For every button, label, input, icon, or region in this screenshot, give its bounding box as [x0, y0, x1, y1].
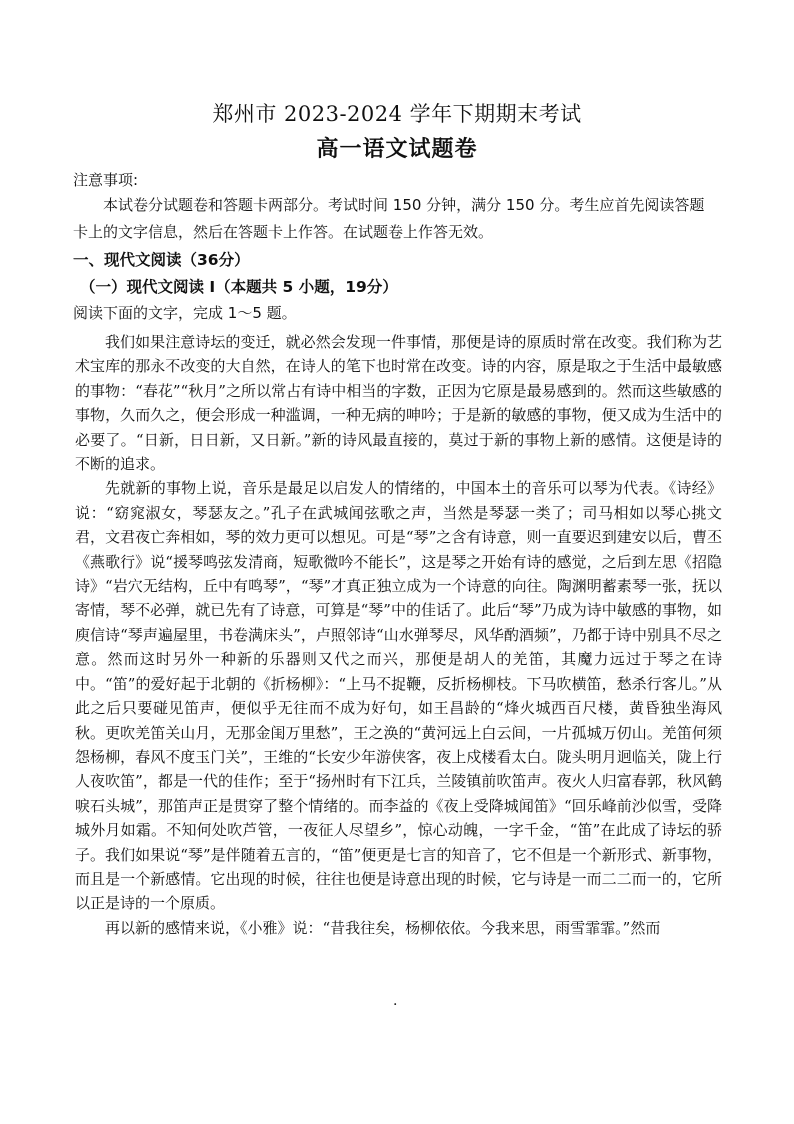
subsection-heading: （一）现代文阅读 I（本题共 5 小题，19分） [80, 278, 398, 296]
passage-paragraph-3: 再以新的感情来说，《小雅》说：“昔我往矣，杨柳依依。今我来思，雨雪霏霏。”然而 [105, 918, 661, 937]
section-heading: 一、现代文阅读（36分） [73, 251, 250, 269]
reading-instruction: 阅读下面的文字，完成 1～5 题。 [73, 304, 297, 322]
exam-title: 郑州市 2023-2024 学年下期期末考试 [212, 102, 582, 126]
notice-label: 注意事项: [73, 171, 139, 189]
passage-body [75, 330, 722, 940]
paper-title: 高一语文试题卷 [316, 136, 478, 162]
emphasis-dot: · [393, 997, 398, 1013]
notice-line-2: 卡上的文字信息，然后在答题卡上作答。在试题卷上作答无效。 [73, 223, 494, 241]
notice-line-1: 本试卷分试题卷和答题卡两部分。考试时间 150 分钟，满分 150 分。考生应首先阅读答题 [103, 196, 705, 214]
passage-paragraph-1: 我们如果注意诗坛的变迁，就必然会发现一件事情，那便是诗的原质时常在改变。我们称为艺术宝库的那永不改变的大自然，在诗人的笔下也时常在改变。诗的内容，原是取之于生活中最敏感的事物：“春花”“秋月”之所以常占有诗中相当的字数，正因为它原是最易感到的。然而这些敏感的事物，久而久之，便会形成一种滥调，一种无病的呻吟；于是新的敏感的事物，便又成为生活中的必要了。“日新，日日新，又日新。”新的诗风最直接的，莫过于新的事物上新的感情。这便是诗的不断的追求。 [75, 333, 722, 474]
passage-paragraph-2: 先就新的事物上说，音乐是最足以启发人的情绪的，中国本土的音乐可以琴为代表。《诗经》说：“窈窕淑女，琴瑟友之。”孔子在武城闻弦歌之声，当然是琴瑟一类了；司马相如以琴心挑文君，文君夜亡奔相如，琴的效力更可以想见。可是“琴”之含有诗意，则一直要迟到建安以后，曹丕《燕歌行》说“援琴鸣弦发清商，短歌微吟不能长”，这是琴之开始有诗的感觉，之后到左思《招隐诗》“岩穴无结构，丘中有鸣琴”，“琴”才真正独立成为一个诗意的向往。陶渊明蓄素琴一张，抚以寄情，琴不必弹，就已先有了诗意，可算是“琴”中的佳话了。此后“琴”乃成为诗中敏感的事物，如庾信诗“琴声遍屋里，书卷满床头”，卢照邻诗“山水弹琴尽，风华酌酒频”，乃都于诗中别具不尽之意。然而这时另外一种新的乐器则又代之而兴，那便是胡人的羌笛，其魔力远过于琴之在诗中。“笛”的爱好起于北朝的《折杨柳》：“上马不捉鞭，反折杨柳枝。下马吹横笛，愁杀行客儿。”从此之后只要碰见笛声，便似乎无往而不成为好句，如王昌龄的“烽火城西百尺楼，黄昏独坐海风秋。更吹羌笛关山月，无那金闺万里愁”，王之涣的“黄河远上白云间，一片孤城万仞山。羌笛何须怨杨柳，春风不度玉门关”，王维的“长安少年游侠客，夜上戍楼看太白。陇头明月迥临关，陇上行人夜吹笛”，都是一代的佳作；至于“扬州时有下江兵，兰陵镇前吹笛声。夜火人归富春郭，秋风鹤唳石头城”，那笛声正是贯穿了整个情绪的。而李益的《夜上受降城闻笛》“回乐峰前沙似雪，受降城外月如霜。不知何处吹芦管，一夜征人尽望乡”，惊心动魄，一字千金，“笛”在此成了诗坛的骄子。我们如果说“琴”是伴随着五言的，“笛”便更是七言的知音了，它不但是一个新形式、新事物，而且是一个新感情。它出现的时候，往往也便是诗意出现的时候，它与诗是一而二二而一的，它所以正是诗的一个原质。 [75, 479, 722, 913]
